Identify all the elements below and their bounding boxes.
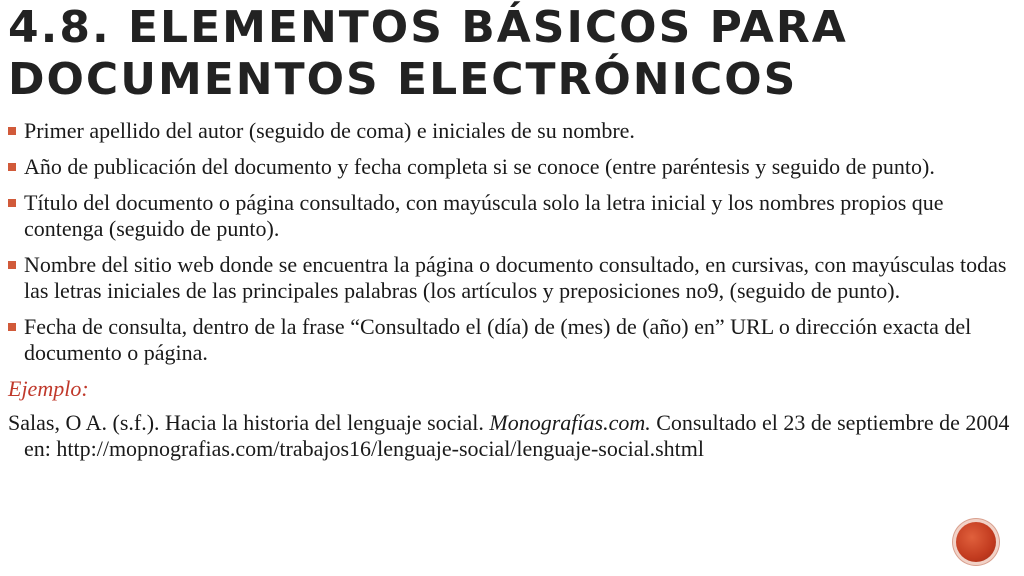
citation-text: Salas, O A. (s.f.). Hacia la historia del lenguaje social. <box>8 410 490 435</box>
bullet-text: Fecha de consulta, dentro de la frase “Consultado el (día) de (mes) de (año) en” URL o dirección exacta del documento o página. <box>24 314 972 365</box>
square-bullet-icon <box>8 163 16 171</box>
bullet-text: Título del documento o página consultado, con mayúscula solo la letra inicial y los nombres propios que contenga (seguido de punto). <box>24 190 944 241</box>
bullet-item-date <box>8 314 1012 366</box>
bullet-text: Primer apellido del autor (seguido de coma) e iniciales de su nombre. <box>24 118 635 143</box>
slide-title: 4.8. ELEMENTOS BÁSICOS PARA DOCUMENTOS ELECTRÓNICOS <box>8 2 848 105</box>
bullet-item-year <box>8 154 1012 180</box>
bullet-list <box>8 118 1012 366</box>
bullet-text: Nombre del sitio web donde se encuentra la página o documento consultado, en cursivas, con mayúsculas todas las letras iniciales de las principales palabras (los artículos y preposiciones no9, (seguido de punto). <box>24 252 1007 303</box>
citation-url-text: Consultado el 23 de septiembre de 2004 en: http://mopnografias.com/trabajos16/lenguaje-social/lenguaje-social.shtml <box>24 410 1010 461</box>
example-citation <box>8 410 1012 462</box>
square-bullet-icon <box>8 323 16 331</box>
example-label: Ejemplo: <box>8 376 89 401</box>
bullet-text: Año de publicación del documento y fecha completa si se conoce (entre paréntesis y seguido de punto). <box>24 154 935 179</box>
citation-site-name: Monografías.com. <box>489 410 651 435</box>
square-bullet-icon <box>8 127 16 135</box>
bullet-item-author <box>8 118 1012 144</box>
square-bullet-icon <box>8 199 16 207</box>
square-bullet-icon <box>8 261 16 269</box>
bullet-item-title <box>8 190 1012 242</box>
slide-corner-badge-icon <box>956 522 996 562</box>
bullet-item-site <box>8 252 1012 304</box>
slide-content <box>8 118 1012 462</box>
